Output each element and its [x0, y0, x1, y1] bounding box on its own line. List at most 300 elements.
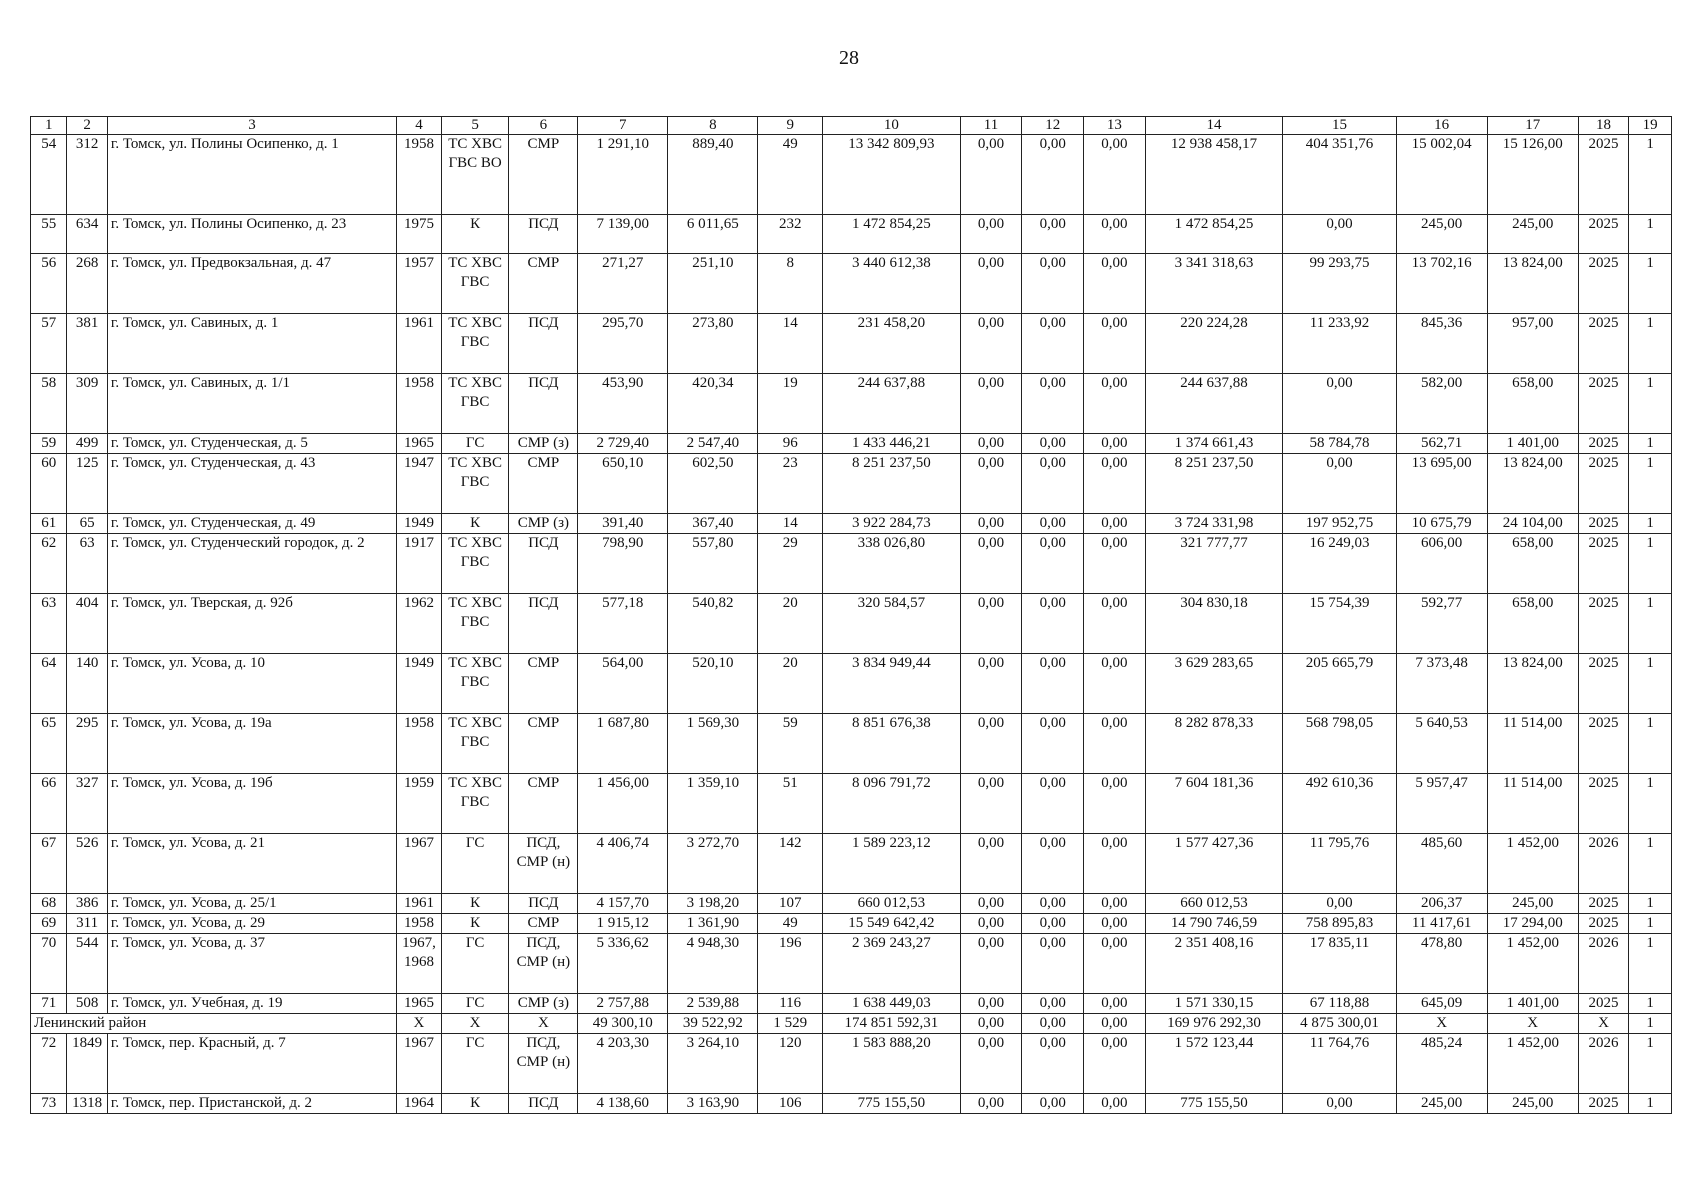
table-cell: 14 [758, 514, 823, 534]
table-row [31, 514, 1672, 534]
table-body [31, 117, 1672, 1114]
table-cell: 327 [67, 774, 107, 834]
table-cell: 1967, 1968 [397, 934, 442, 994]
table-row [31, 894, 1672, 914]
table-cell: 17 [1487, 117, 1578, 135]
table-cell: К [441, 514, 509, 534]
table-cell: 61 [31, 514, 67, 534]
table-cell: 12 938 458,17 [1145, 135, 1283, 215]
table-row [31, 314, 1672, 374]
table-cell: 1 [1629, 654, 1672, 714]
table-cell: 66 [31, 774, 67, 834]
table-cell: 2 539,88 [668, 994, 758, 1014]
table-cell: 1965 [397, 994, 442, 1014]
table-row [31, 714, 1672, 774]
table-cell: 0,00 [1283, 1094, 1396, 1114]
table-cell: 367,40 [668, 514, 758, 534]
table-cell: 1 583 888,20 [823, 1034, 961, 1094]
table-cell: 1958 [397, 714, 442, 774]
table-cell: 2026 [1578, 934, 1629, 994]
table-cell: 0,00 [960, 534, 1022, 594]
table-cell: 1 359,10 [668, 774, 758, 834]
table-cell: 1 [1629, 434, 1672, 454]
table-cell: 2 369 243,27 [823, 934, 961, 994]
table-cell: 0,00 [1084, 454, 1146, 514]
table-cell: 0,00 [1084, 374, 1146, 434]
table-cell: 0,00 [960, 314, 1022, 374]
table-cell: 1957 [397, 254, 442, 314]
table-cell: 0,00 [1084, 514, 1146, 534]
table-cell: ТС ХВС ГВС [441, 374, 509, 434]
table-cell: 311 [67, 914, 107, 934]
table-cell: 2025 [1578, 215, 1629, 254]
table-cell: 1 374 661,43 [1145, 434, 1283, 454]
table-cell: Х [1487, 1014, 1578, 1034]
table-cell: 70 [31, 934, 67, 994]
table-cell: 18 [1578, 117, 1629, 135]
table-cell: ПСД, СМР (н) [509, 934, 578, 994]
table-cell: 1975 [397, 215, 442, 254]
table-cell: ПСД [509, 314, 578, 374]
table-cell: 11 233,92 [1283, 314, 1396, 374]
table-cell: 1 [1629, 834, 1672, 894]
table-cell: 562,71 [1396, 434, 1487, 454]
table-cell: 1 687,80 [578, 714, 668, 774]
table-cell: г. Томск, ул. Усова, д. 19а [107, 714, 396, 774]
table-cell: 1 569,30 [668, 714, 758, 774]
table-cell: 69 [31, 914, 67, 934]
table-cell: 775 155,50 [1145, 1094, 1283, 1114]
table-cell: 169 976 292,30 [1145, 1014, 1283, 1034]
table-cell: 0,00 [1084, 1034, 1146, 1094]
table-cell: 49 [758, 914, 823, 934]
table-cell: 1 [1629, 215, 1672, 254]
table-cell: г. Томск, ул. Полины Осипенко, д. 1 [107, 135, 396, 215]
table-cell: 2025 [1578, 994, 1629, 1014]
table-cell: 0,00 [1022, 914, 1084, 934]
table-cell: 485,24 [1396, 1034, 1487, 1094]
table-cell: 13 824,00 [1487, 654, 1578, 714]
table-cell: 13 824,00 [1487, 254, 1578, 314]
table-cell: 0,00 [1022, 994, 1084, 1014]
table-cell: 245,00 [1487, 1094, 1578, 1114]
table-cell: 957,00 [1487, 314, 1578, 374]
table-cell: г. Томск, пер. Красный, д. 7 [107, 1034, 396, 1094]
table-cell: 1958 [397, 914, 442, 934]
table-cell: 8 851 676,38 [823, 714, 961, 774]
table-cell: 1967 [397, 1034, 442, 1094]
table-cell: 0,00 [960, 454, 1022, 514]
table-cell: ПСД [509, 534, 578, 594]
table-cell: 304 830,18 [1145, 594, 1283, 654]
table-cell: 564,00 [578, 654, 668, 714]
table-cell: 499 [67, 434, 107, 454]
table-cell: 386 [67, 894, 107, 914]
table-cell: 0,00 [1084, 654, 1146, 714]
table-cell: ТС ХВС ГВС [441, 714, 509, 774]
table-cell: 3 724 331,98 [1145, 514, 1283, 534]
table-cell: 16 249,03 [1283, 534, 1396, 594]
table-cell: 59 [758, 714, 823, 774]
table-cell: 7 139,00 [578, 215, 668, 254]
table-cell: 3 834 949,44 [823, 654, 961, 714]
table-cell: 11 417,61 [1396, 914, 1487, 934]
table-cell: ПСД [509, 594, 578, 654]
table-row [31, 1034, 1672, 1094]
table-cell: 7 604 181,36 [1145, 774, 1283, 834]
table-cell: 0,00 [1022, 594, 1084, 654]
table-cell: 0,00 [1084, 914, 1146, 934]
table-cell: 24 104,00 [1487, 514, 1578, 534]
table-cell: 206,37 [1396, 894, 1487, 914]
table-cell: 1 [1629, 135, 1672, 215]
table-cell: 15 754,39 [1283, 594, 1396, 654]
table-cell: 1 [1629, 1034, 1672, 1094]
table-cell: 10 [823, 117, 961, 135]
table-cell: ПСД, СМР (н) [509, 834, 578, 894]
table-cell: Х [397, 1014, 442, 1034]
table-cell: 0,00 [1022, 314, 1084, 374]
table-cell: 1 291,10 [578, 135, 668, 215]
table-cell: 0,00 [960, 135, 1022, 215]
table-cell: 2 757,88 [578, 994, 668, 1014]
table-cell: 8 282 878,33 [1145, 714, 1283, 774]
table-cell: 0,00 [960, 434, 1022, 454]
table-cell: 0,00 [1084, 994, 1146, 1014]
table-cell: 2 729,40 [578, 434, 668, 454]
table-cell: 321 777,77 [1145, 534, 1283, 594]
table-cell: 650,10 [578, 454, 668, 514]
table-cell: г. Томск, ул. Савиных, д. 1/1 [107, 374, 396, 434]
table-cell: К [441, 914, 509, 934]
table-cell: 65 [31, 714, 67, 774]
table-cell: 2025 [1578, 914, 1629, 934]
table-row [31, 914, 1672, 934]
table-cell: 1 [1629, 994, 1672, 1014]
table-cell: 8 096 791,72 [823, 774, 961, 834]
table-cell: 15 002,04 [1396, 135, 1487, 215]
table-cell: г. Томск, ул. Усова, д. 29 [107, 914, 396, 934]
table-cell: 5 336,62 [578, 934, 668, 994]
table-cell: ТС ХВС ГВС [441, 314, 509, 374]
table-cell: г. Томск, пер. Пристанской, д. 2 [107, 1094, 396, 1114]
table-cell: 634 [67, 215, 107, 254]
table-cell: 13 824,00 [1487, 454, 1578, 514]
table-cell: 60 [31, 454, 67, 514]
table-cell: 0,00 [1022, 215, 1084, 254]
table-cell: 72 [31, 1034, 67, 1094]
table-cell: ПСД, СМР (н) [509, 1034, 578, 1094]
column-number-row [31, 117, 1672, 135]
table-cell: 3 272,70 [668, 834, 758, 894]
table-cell: 1 433 446,21 [823, 434, 961, 454]
table-cell: 338 026,80 [823, 534, 961, 594]
table-cell: 4 [397, 117, 442, 135]
table-cell: К [441, 215, 509, 254]
table-cell: 0,00 [1022, 514, 1084, 534]
table-cell: 658,00 [1487, 534, 1578, 594]
table-cell: 478,80 [1396, 934, 1487, 994]
table-cell: ГС [441, 994, 509, 1014]
table-cell: г. Томск, ул. Усова, д. 21 [107, 834, 396, 894]
table-cell: 107 [758, 894, 823, 914]
table-cell: 15 126,00 [1487, 135, 1578, 215]
table-cell: 9 [758, 117, 823, 135]
district-subtotal-row [31, 1014, 1672, 1034]
table-cell: 526 [67, 834, 107, 894]
table-cell: 244 637,88 [823, 374, 961, 434]
table-cell: ГС [441, 1034, 509, 1094]
table-cell: г. Томск, ул. Студенческая, д. 43 [107, 454, 396, 514]
table-cell: 20 [758, 654, 823, 714]
table-cell: К [441, 1094, 509, 1114]
table-row [31, 454, 1672, 514]
table-cell: К [441, 894, 509, 914]
table-cell: СМР [509, 654, 578, 714]
table-cell: 245,00 [1396, 1094, 1487, 1114]
table-cell: 0,00 [1022, 374, 1084, 434]
table-cell: 120 [758, 1034, 823, 1094]
table-cell: 0,00 [1084, 834, 1146, 894]
table-cell: 19 [1629, 117, 1672, 135]
table-cell: 174 851 592,31 [823, 1014, 961, 1034]
table-row [31, 254, 1672, 314]
table-cell: 0,00 [1022, 254, 1084, 314]
table-cell: 0,00 [1022, 714, 1084, 774]
table-cell: 0,00 [960, 894, 1022, 914]
table-cell: 58 [31, 374, 67, 434]
table-cell: 13 [1084, 117, 1146, 135]
district-label: Ленинский район [31, 1014, 397, 1034]
table-cell: 232 [758, 215, 823, 254]
table-cell: СМР [509, 135, 578, 215]
table-cell: 0,00 [1283, 454, 1396, 514]
table-cell: 56 [31, 254, 67, 314]
table-cell: 758 895,83 [1283, 914, 1396, 934]
table-cell: 245,00 [1487, 215, 1578, 254]
table-cell: 59 [31, 434, 67, 454]
table-cell: Х [1578, 1014, 1629, 1034]
table-cell: 1949 [397, 654, 442, 714]
table-cell: 10 675,79 [1396, 514, 1487, 534]
table-cell: 17 294,00 [1487, 914, 1578, 934]
table-cell: 1 529 [758, 1014, 823, 1034]
table-cell: 106 [758, 1094, 823, 1114]
table-cell: г. Томск, ул. Тверская, д. 92б [107, 594, 396, 654]
table-cell: 0,00 [1022, 774, 1084, 834]
table-row [31, 534, 1672, 594]
table-cell: 540,82 [668, 594, 758, 654]
table-cell: 2025 [1578, 594, 1629, 654]
table-cell: СМР (з) [509, 514, 578, 534]
table-cell: 140 [67, 654, 107, 714]
table-cell: 0,00 [960, 994, 1022, 1014]
table-cell: 2 351 408,16 [1145, 934, 1283, 994]
table-cell: 63 [67, 534, 107, 594]
table-cell: 0,00 [960, 594, 1022, 654]
table-cell: 73 [31, 1094, 67, 1114]
table-row [31, 934, 1672, 994]
table-cell: 1318 [67, 1094, 107, 1114]
table-cell: 1 [1629, 594, 1672, 654]
table-cell: 8 [668, 117, 758, 135]
table-cell: 8 [758, 254, 823, 314]
table-cell: 508 [67, 994, 107, 1014]
table-cell: г. Томск, ул. Савиных, д. 1 [107, 314, 396, 374]
table-cell: 6 011,65 [668, 215, 758, 254]
table-row [31, 1094, 1672, 1114]
table-cell: 17 835,11 [1283, 934, 1396, 994]
table-cell: 1 [1629, 774, 1672, 834]
table-cell: Х [1396, 1014, 1487, 1034]
table-cell: 381 [67, 314, 107, 374]
table-cell: 1 [1629, 914, 1672, 934]
table-cell: 2025 [1578, 135, 1629, 215]
table-cell: 1959 [397, 774, 442, 834]
table-cell: 1 577 427,36 [1145, 834, 1283, 894]
table-cell: ПСД [509, 374, 578, 434]
table-cell: 658,00 [1487, 594, 1578, 654]
table-cell: 0,00 [1022, 1014, 1084, 1034]
table-cell: 245,00 [1487, 894, 1578, 914]
table-cell: 2026 [1578, 1034, 1629, 1094]
table-cell: 312 [67, 135, 107, 215]
table-cell: 0,00 [1283, 894, 1396, 914]
table-row [31, 594, 1672, 654]
table-cell: 116 [758, 994, 823, 1014]
table-row [31, 135, 1672, 215]
table-cell: 49 [758, 135, 823, 215]
table-cell: 96 [758, 434, 823, 454]
table-cell: 660 012,53 [823, 894, 961, 914]
table-row [31, 374, 1672, 434]
table-cell: 3 440 612,38 [823, 254, 961, 314]
table-cell: ТС ХВС ГВС [441, 454, 509, 514]
table-cell: 23 [758, 454, 823, 514]
table-cell: 492 610,36 [1283, 774, 1396, 834]
table-cell: 0,00 [1084, 1014, 1146, 1034]
table-cell: 1949 [397, 514, 442, 534]
table-cell: 309 [67, 374, 107, 434]
table-cell: 2 547,40 [668, 434, 758, 454]
table-cell: 2025 [1578, 314, 1629, 374]
table-cell: г. Томск, ул. Усова, д. 25/1 [107, 894, 396, 914]
table-cell: 15 549 642,42 [823, 914, 961, 934]
table-cell: 0,00 [1084, 594, 1146, 654]
table-cell: 582,00 [1396, 374, 1487, 434]
table-cell: 2026 [1578, 834, 1629, 894]
table-cell: 0,00 [1084, 1094, 1146, 1114]
table-cell: 391,40 [578, 514, 668, 534]
table-cell: 453,90 [578, 374, 668, 434]
table-cell: 20 [758, 594, 823, 654]
table-cell: 2025 [1578, 434, 1629, 454]
table-cell: 4 138,60 [578, 1094, 668, 1114]
table-cell: 58 784,78 [1283, 434, 1396, 454]
table-cell: ГС [441, 434, 509, 454]
table-cell: 1 361,90 [668, 914, 758, 934]
table-cell: СМР [509, 454, 578, 514]
table-cell: ТС ХВС ГВС [441, 534, 509, 594]
table-cell: 15 [1283, 117, 1396, 135]
table-cell: г. Томск, ул. Полины Осипенко, д. 23 [107, 215, 396, 254]
table-cell: 8 251 237,50 [1145, 454, 1283, 514]
table-cell: 268 [67, 254, 107, 314]
table-cell: 14 790 746,59 [1145, 914, 1283, 934]
table-cell: 645,09 [1396, 994, 1487, 1014]
table-row [31, 215, 1672, 254]
table-cell: г. Томск, ул. Предвокзальная, д. 47 [107, 254, 396, 314]
table-cell: 0,00 [960, 714, 1022, 774]
table-cell: 11 764,76 [1283, 1034, 1396, 1094]
table-cell: 557,80 [668, 534, 758, 594]
table-cell: 197 952,75 [1283, 514, 1396, 534]
table-cell: 1 [1629, 714, 1672, 774]
table-cell: 889,40 [668, 135, 758, 215]
table-cell: 71 [31, 994, 67, 1014]
table-cell: 592,77 [1396, 594, 1487, 654]
table-cell: 0,00 [1084, 434, 1146, 454]
table-row [31, 834, 1672, 894]
table-cell: 3 629 283,65 [1145, 654, 1283, 714]
table-cell: 0,00 [1283, 215, 1396, 254]
table-cell: 29 [758, 534, 823, 594]
table-cell: 68 [31, 894, 67, 914]
table-cell: 0,00 [1283, 374, 1396, 434]
table-cell: 1 [1629, 514, 1672, 534]
table-cell: СМР [509, 914, 578, 934]
table-cell: 0,00 [960, 1034, 1022, 1094]
table-cell: 220 224,28 [1145, 314, 1283, 374]
table-cell: 1 572 123,44 [1145, 1034, 1283, 1094]
table-cell: 14 [1145, 117, 1283, 135]
table-cell: 3 [107, 117, 396, 135]
table-cell: 4 948,30 [668, 934, 758, 994]
table-row [31, 654, 1672, 714]
table-cell: 0,00 [960, 514, 1022, 534]
table-cell: 1 [1629, 254, 1672, 314]
table-cell: 13 702,16 [1396, 254, 1487, 314]
table-cell: 4 875 300,01 [1283, 1014, 1396, 1034]
table-cell: 320 584,57 [823, 594, 961, 654]
table-cell: 0,00 [1022, 434, 1084, 454]
table-cell: г. Томск, ул. Усова, д. 37 [107, 934, 396, 994]
table-cell: 11 [960, 117, 1022, 135]
capital-repair-table [30, 116, 1672, 1114]
table-cell: ПСД [509, 894, 578, 914]
table-cell: 1 [1629, 374, 1672, 434]
table-cell: 0,00 [960, 1094, 1022, 1114]
table-cell: 99 293,75 [1283, 254, 1396, 314]
table-cell: СМР [509, 714, 578, 774]
table-cell: 245,00 [1396, 215, 1487, 254]
table-cell: ГС [441, 834, 509, 894]
table-cell: 0,00 [960, 374, 1022, 434]
table-cell: 1962 [397, 594, 442, 654]
table-cell: 0,00 [1022, 894, 1084, 914]
table-cell: 65 [67, 514, 107, 534]
table-cell: 273,80 [668, 314, 758, 374]
table-cell: 19 [758, 374, 823, 434]
table-cell: Х [441, 1014, 509, 1034]
table-cell: 0,00 [1022, 534, 1084, 594]
table-cell: 2025 [1578, 514, 1629, 534]
table-cell: 1 589 223,12 [823, 834, 961, 894]
table-cell: 4 203,30 [578, 1034, 668, 1094]
table-cell: 0,00 [1022, 834, 1084, 894]
table-cell: 1 [1629, 1014, 1672, 1034]
table-cell: 0,00 [960, 774, 1022, 834]
